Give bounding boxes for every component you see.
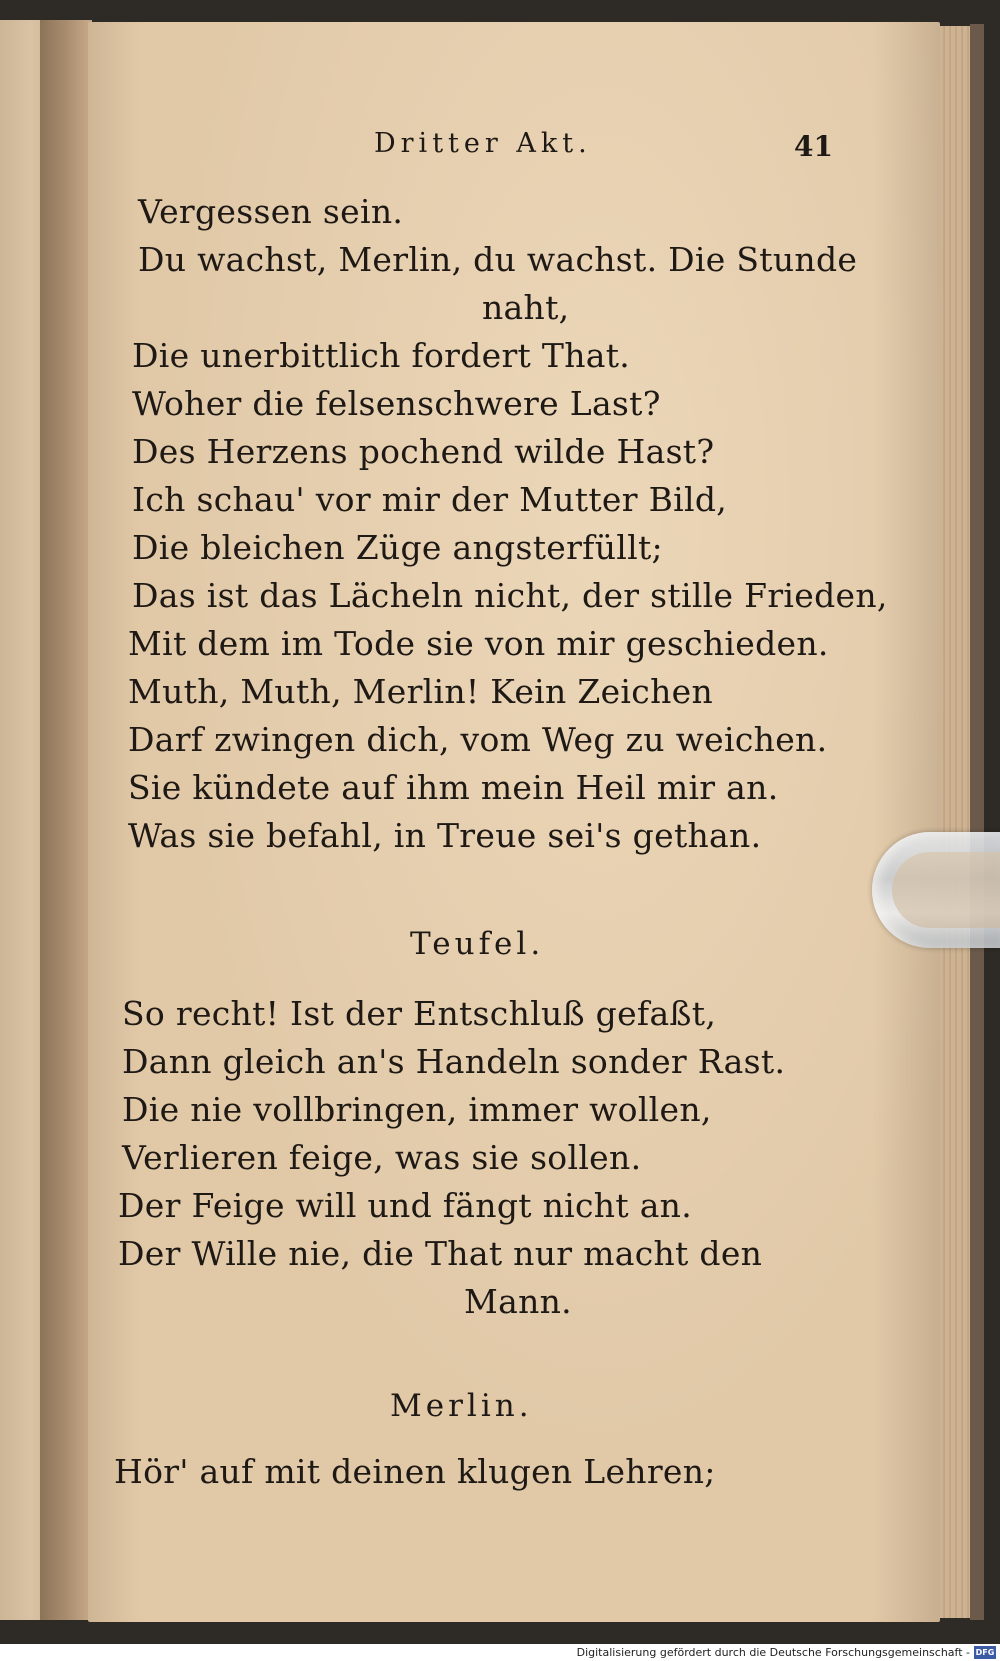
book-gutter	[40, 20, 92, 1620]
speaker-name: Teufel.	[410, 926, 545, 962]
verse-line: Vergessen sein.	[138, 192, 404, 231]
verse-line: Darf zwingen dich, vom Weg zu weichen.	[128, 720, 828, 759]
verse-line: Des Herzens pochend wilde Hast?	[132, 432, 715, 471]
verse-line: Die nie vollbringen, immer wollen,	[122, 1090, 712, 1129]
verse-line: Dann gleich an's Handeln sonder Rast.	[122, 1042, 786, 1081]
verse-line-continuation: naht,	[482, 288, 570, 327]
verse-line: Verlieren feige, was sie sollen.	[122, 1138, 642, 1177]
verse-line: Woher die felsenschwere Last?	[132, 384, 661, 423]
verse-line: Die unerbittlich fordert That.	[132, 336, 631, 375]
verse-line: Du wachst, Merlin, du wachst. Die Stunde	[138, 240, 858, 279]
verse-line: Das ist das Lächeln nicht, der stille Frieden,	[132, 576, 888, 615]
verse-line: Was sie befahl, in Treue sei's gethan.	[128, 816, 762, 855]
verse-line: Der Feige will und fängt nicht an.	[118, 1186, 693, 1225]
verse-line: So recht! Ist der Entschluß gefaßt,	[122, 994, 717, 1033]
digitization-credit: Digitalisierung gefördert durch die Deutsche Forschungsgemeinschaft -	[576, 1646, 970, 1659]
dfg-logo: DFG	[975, 1648, 995, 1657]
verse-line: Der Wille nie, die That nur macht den	[118, 1234, 763, 1273]
verse-line: Sie kündete auf ihm mein Heil mir an.	[128, 768, 779, 807]
verse-line: Die bleichen Züge angsterfüllt;	[132, 528, 663, 567]
verse-line-continuation: Mann.	[464, 1282, 572, 1321]
running-head: Dritter Akt.	[374, 128, 592, 159]
verse-line: Mit dem im Tode sie von mir geschieden.	[128, 624, 829, 663]
verse-line: Muth, Muth, Merlin! Kein Zeichen	[128, 672, 714, 711]
page-number: 41	[794, 130, 833, 163]
verse-line: Ich schau' vor mir der Mutter Bild,	[132, 480, 728, 519]
verse-line: Hör' auf mit deinen klugen Lehren;	[114, 1452, 716, 1491]
page-clip-window	[892, 852, 1000, 928]
page-edges	[940, 26, 972, 1618]
cover-edge	[970, 24, 984, 1620]
speaker-name: Merlin.	[390, 1388, 533, 1424]
